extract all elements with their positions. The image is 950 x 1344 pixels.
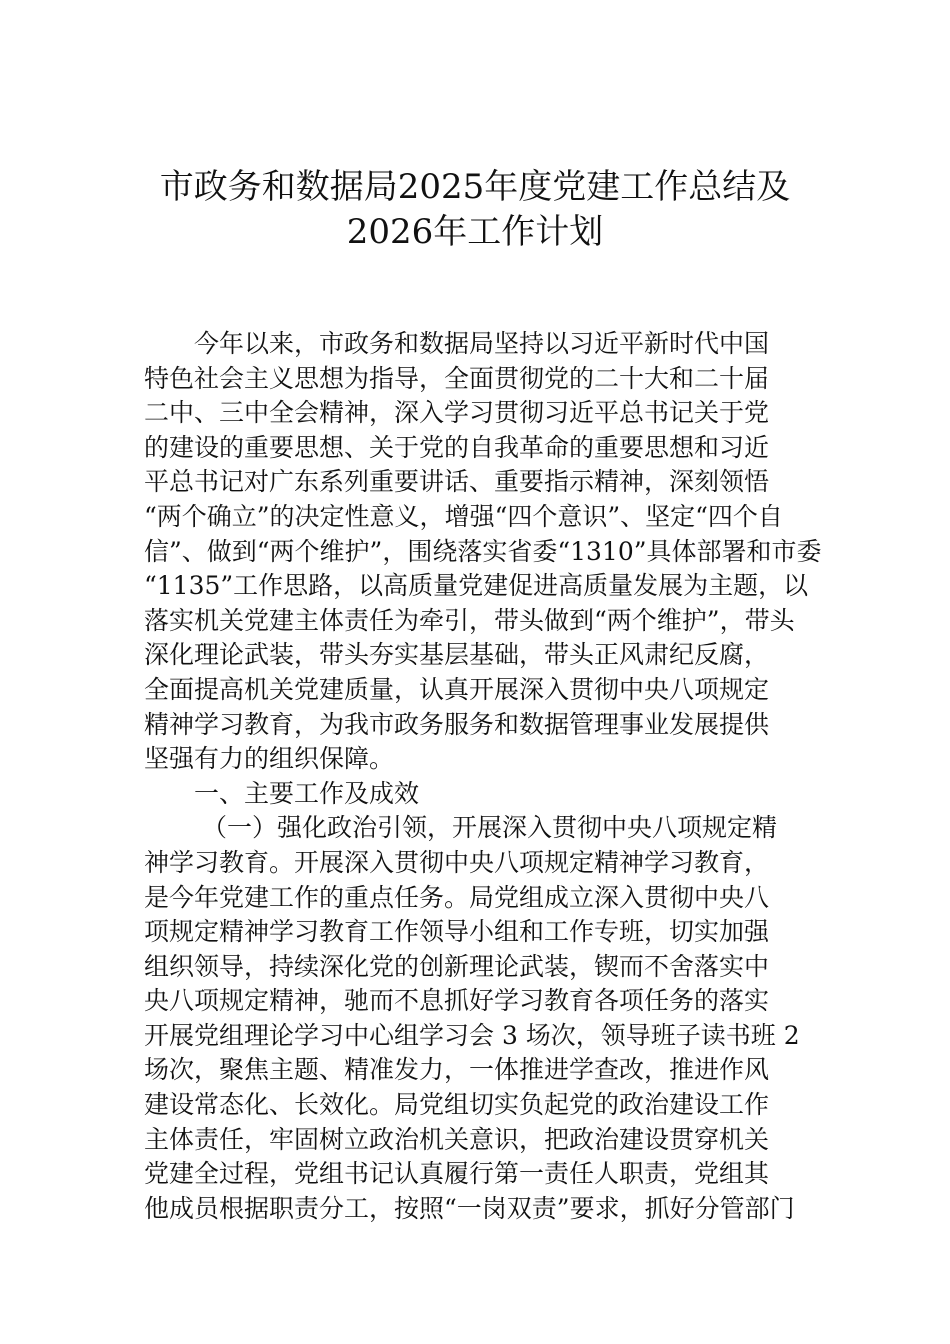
section-1-sub-1-line: 项规定精神学习教育工作领导小组和工作专班，切实加强 bbox=[144, 917, 770, 947]
section-1-sub-1-line: 神学习教育。开展深入贯彻中央八项规定精神学习教育， bbox=[144, 847, 770, 877]
section-1-sub-1-line: 建设常态化、长效化。局党组切实负起党的政治建设工作 bbox=[144, 1090, 770, 1120]
intro-paragraph-line: 的建设的重要思想、关于党的自我革命的重要思想和习近 bbox=[144, 432, 770, 462]
intro-paragraph-line: 信”、做到“两个维护”，围绕落实省委“1310”具体部署和市委 bbox=[144, 536, 822, 566]
intro-paragraph-line: 深化理论武装，带头夯实基层基础，带头正风肃纪反腐， bbox=[144, 640, 770, 670]
intro-paragraph-line: “两个确立”的决定性意义，增强“四个意识”、坚定“四个自 bbox=[144, 501, 783, 531]
document-title-line-2: 2026年工作计划 bbox=[346, 212, 604, 252]
intro-paragraph-line: 二中、三中全会精神，深入学习贯彻习近平总书记关于党 bbox=[144, 398, 770, 428]
intro-paragraph-line: 精神学习教育，为我市政务服务和数据管理事业发展提供 bbox=[144, 709, 770, 739]
document-body bbox=[144, 327, 822, 1226]
intro-paragraph-line: 平总书记对广东系列重要讲话、重要指示精神，深刻领悟 bbox=[144, 467, 770, 497]
intro-paragraph-line: 落实机关党建主体责任为牵引，带头做到“两个维护”，带头 bbox=[144, 605, 795, 635]
intro-paragraph-line: 今年以来，市政务和数据局坚持以习近平新时代中国 bbox=[194, 329, 770, 358]
section-1-sub-1-line: 开展党组理论学习中心组学习会 3 场次，领导班子读书班 2 bbox=[144, 1020, 800, 1050]
section-1-heading: 一、主要工作及成效 bbox=[194, 778, 420, 808]
section-1-sub-1-line: （一）强化政治引领，开展深入贯彻中央八项规定精 bbox=[202, 813, 778, 843]
section-1-sub-1-line: 他成员根据职责分工，按照“一岗双责”要求，抓好分管部门 bbox=[144, 1193, 795, 1223]
section-1-sub-1-line: 是今年党建工作的重点任务。局党组成立深入贯彻中央八 bbox=[144, 882, 770, 912]
section-1-sub-1-line: 央八项规定精神，驰而不息抓好学习教育各项任务的落实 bbox=[144, 986, 770, 1016]
intro-paragraph-line: 特色社会主义思想为指导，全面贯彻党的二十大和二十届 bbox=[144, 363, 770, 393]
intro-paragraph-line: 全面提高机关党建质量，认真开展深入贯彻中央八项规定 bbox=[144, 674, 770, 704]
intro-paragraph-line: 坚强有力的组织保障。 bbox=[144, 744, 395, 774]
section-1-sub-1-line: 主体责任，牢固树立政治机关意识，把政治建设贯穿机关 bbox=[144, 1124, 770, 1154]
document-title-line-1: 市政务和数据局2025年度党建工作总结及 bbox=[159, 167, 791, 207]
section-1-sub-1-line: 党建全过程，党组书记认真履行第一责任人职责，党组其 bbox=[144, 1159, 770, 1189]
section-1-sub-1-line: 场次，聚焦主题、精准发力，一体推进学查改，推进作风 bbox=[144, 1055, 770, 1085]
intro-paragraph-line: “1135”工作思路，以高质量党建促进高质量发展为主题，以 bbox=[144, 571, 809, 601]
section-1-sub-1-line: 组织领导，持续深化党的创新理论武装，锲而不舍落实中 bbox=[144, 951, 770, 981]
